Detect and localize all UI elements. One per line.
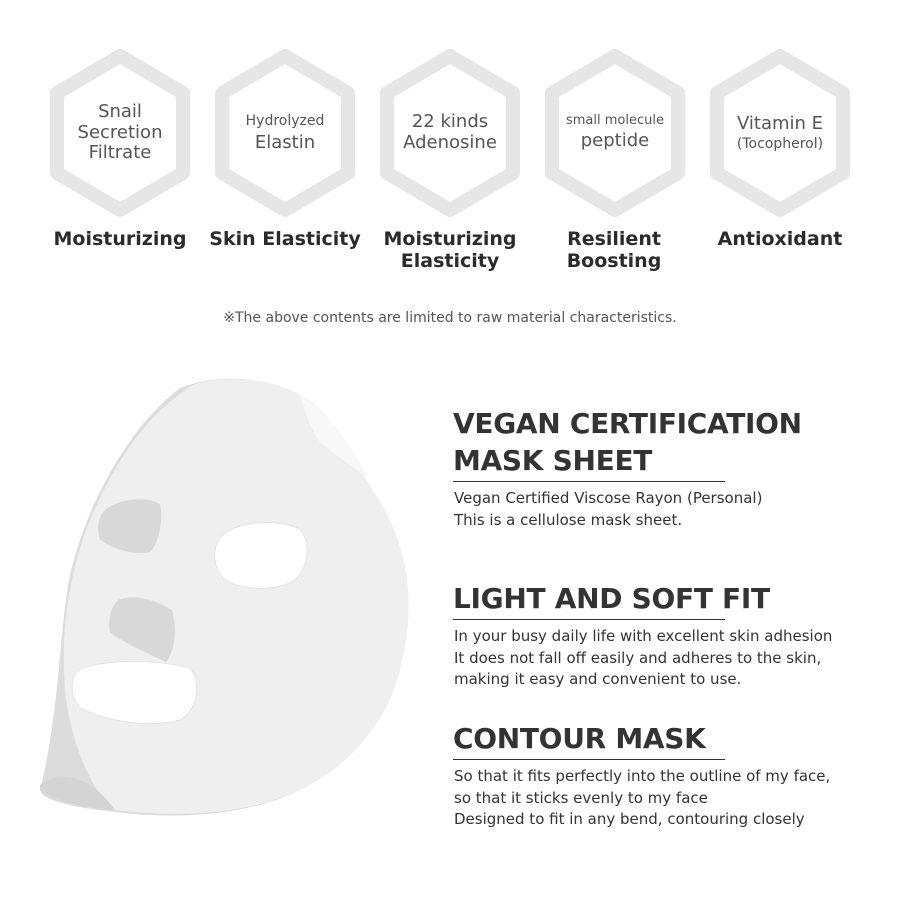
ingredient-row xyxy=(0,48,900,223)
benefit-label xyxy=(195,228,375,250)
ingredient-name-line: peptide xyxy=(580,130,650,152)
ingredient-name-line: Hydrolyzed xyxy=(245,112,325,129)
feature-title-line: CONTOUR MASK xyxy=(453,722,706,755)
ingredient-hexagon-peptide xyxy=(540,48,690,218)
description-line: Designed to fit in any bend, contouring closely xyxy=(454,810,805,828)
benefit-line: Antioxidant xyxy=(717,228,843,250)
title-underline xyxy=(453,481,725,482)
description-line: This is a cellulose mask sheet. xyxy=(454,510,683,529)
ingredient-name-line: Elastin xyxy=(254,131,316,153)
feature-title xyxy=(453,580,873,617)
feature-light-soft-fit xyxy=(453,580,873,691)
feature-title-line: LIGHT AND SOFT FIT xyxy=(453,582,770,615)
ingredient-name-line: Filtrate xyxy=(88,142,152,164)
benefit-line: Moisturizing xyxy=(53,228,187,250)
benefit-label xyxy=(30,228,210,250)
ingredient-name-line: 22 kinds xyxy=(411,111,489,133)
description-line: making it easy and convenient to use. xyxy=(454,670,742,688)
feature-description xyxy=(454,626,873,691)
feature-description xyxy=(454,766,873,831)
feature-title-line: VEGAN CERTIFICATION xyxy=(453,407,802,440)
benefit-label xyxy=(360,228,540,272)
ingredient-hexagon-snail xyxy=(45,48,195,218)
ingredient-name-line: Secretion xyxy=(77,121,163,143)
disclaimer-note: ※The above contents are limited to raw material characteristics. xyxy=(223,310,677,326)
ingredient-name-line: Snail xyxy=(98,100,142,122)
benefit-line: Moisturizing xyxy=(383,228,517,250)
ingredient-name-line: Vitamin E xyxy=(736,112,824,134)
ingredient-hexagon-adenosine xyxy=(375,48,525,218)
benefit-line: Resilient xyxy=(567,228,661,250)
feature-title xyxy=(453,405,873,479)
ingredient-label xyxy=(65,48,175,218)
ingredient-hexagon-elastin xyxy=(210,48,360,218)
feature-title-line: MASK SHEET xyxy=(453,444,653,477)
title-underline xyxy=(453,619,725,620)
mask-sheet-illustration xyxy=(30,370,420,830)
benefit-label xyxy=(690,228,870,250)
ingredient-label xyxy=(230,48,340,218)
ingredient-name-line: small molecule xyxy=(566,113,664,129)
benefit-line: Skin Elasticity xyxy=(209,228,361,250)
description-line: so that it sticks evenly to my face xyxy=(454,788,708,807)
description-line: It does not fall off easily and adheres to the skin, xyxy=(454,648,822,667)
ingredient-name-line: Adenosine xyxy=(403,132,497,153)
ingredient-label xyxy=(560,48,670,218)
ingredient-label xyxy=(725,48,835,218)
benefit-line: Boosting xyxy=(566,250,662,272)
ingredient-label xyxy=(395,48,505,218)
description-line: Vegan Certified Viscose Rayon (Personal) xyxy=(454,489,763,507)
ingredient-hexagon-vitamin-e xyxy=(705,48,855,218)
benefit-label xyxy=(524,228,704,272)
feature-title xyxy=(453,720,873,757)
description-line: So that it fits perfectly into the outline of my face, xyxy=(454,767,831,785)
benefit-line: Elasticity xyxy=(400,250,500,272)
feature-vegan-certification xyxy=(453,405,873,531)
ingredient-name-line: (Tocopherol) xyxy=(736,136,824,153)
description-line: In your busy daily life with excellent skin adhesion xyxy=(454,627,833,645)
feature-description xyxy=(454,488,873,531)
title-underline xyxy=(453,759,725,760)
feature-contour-mask xyxy=(453,720,873,831)
